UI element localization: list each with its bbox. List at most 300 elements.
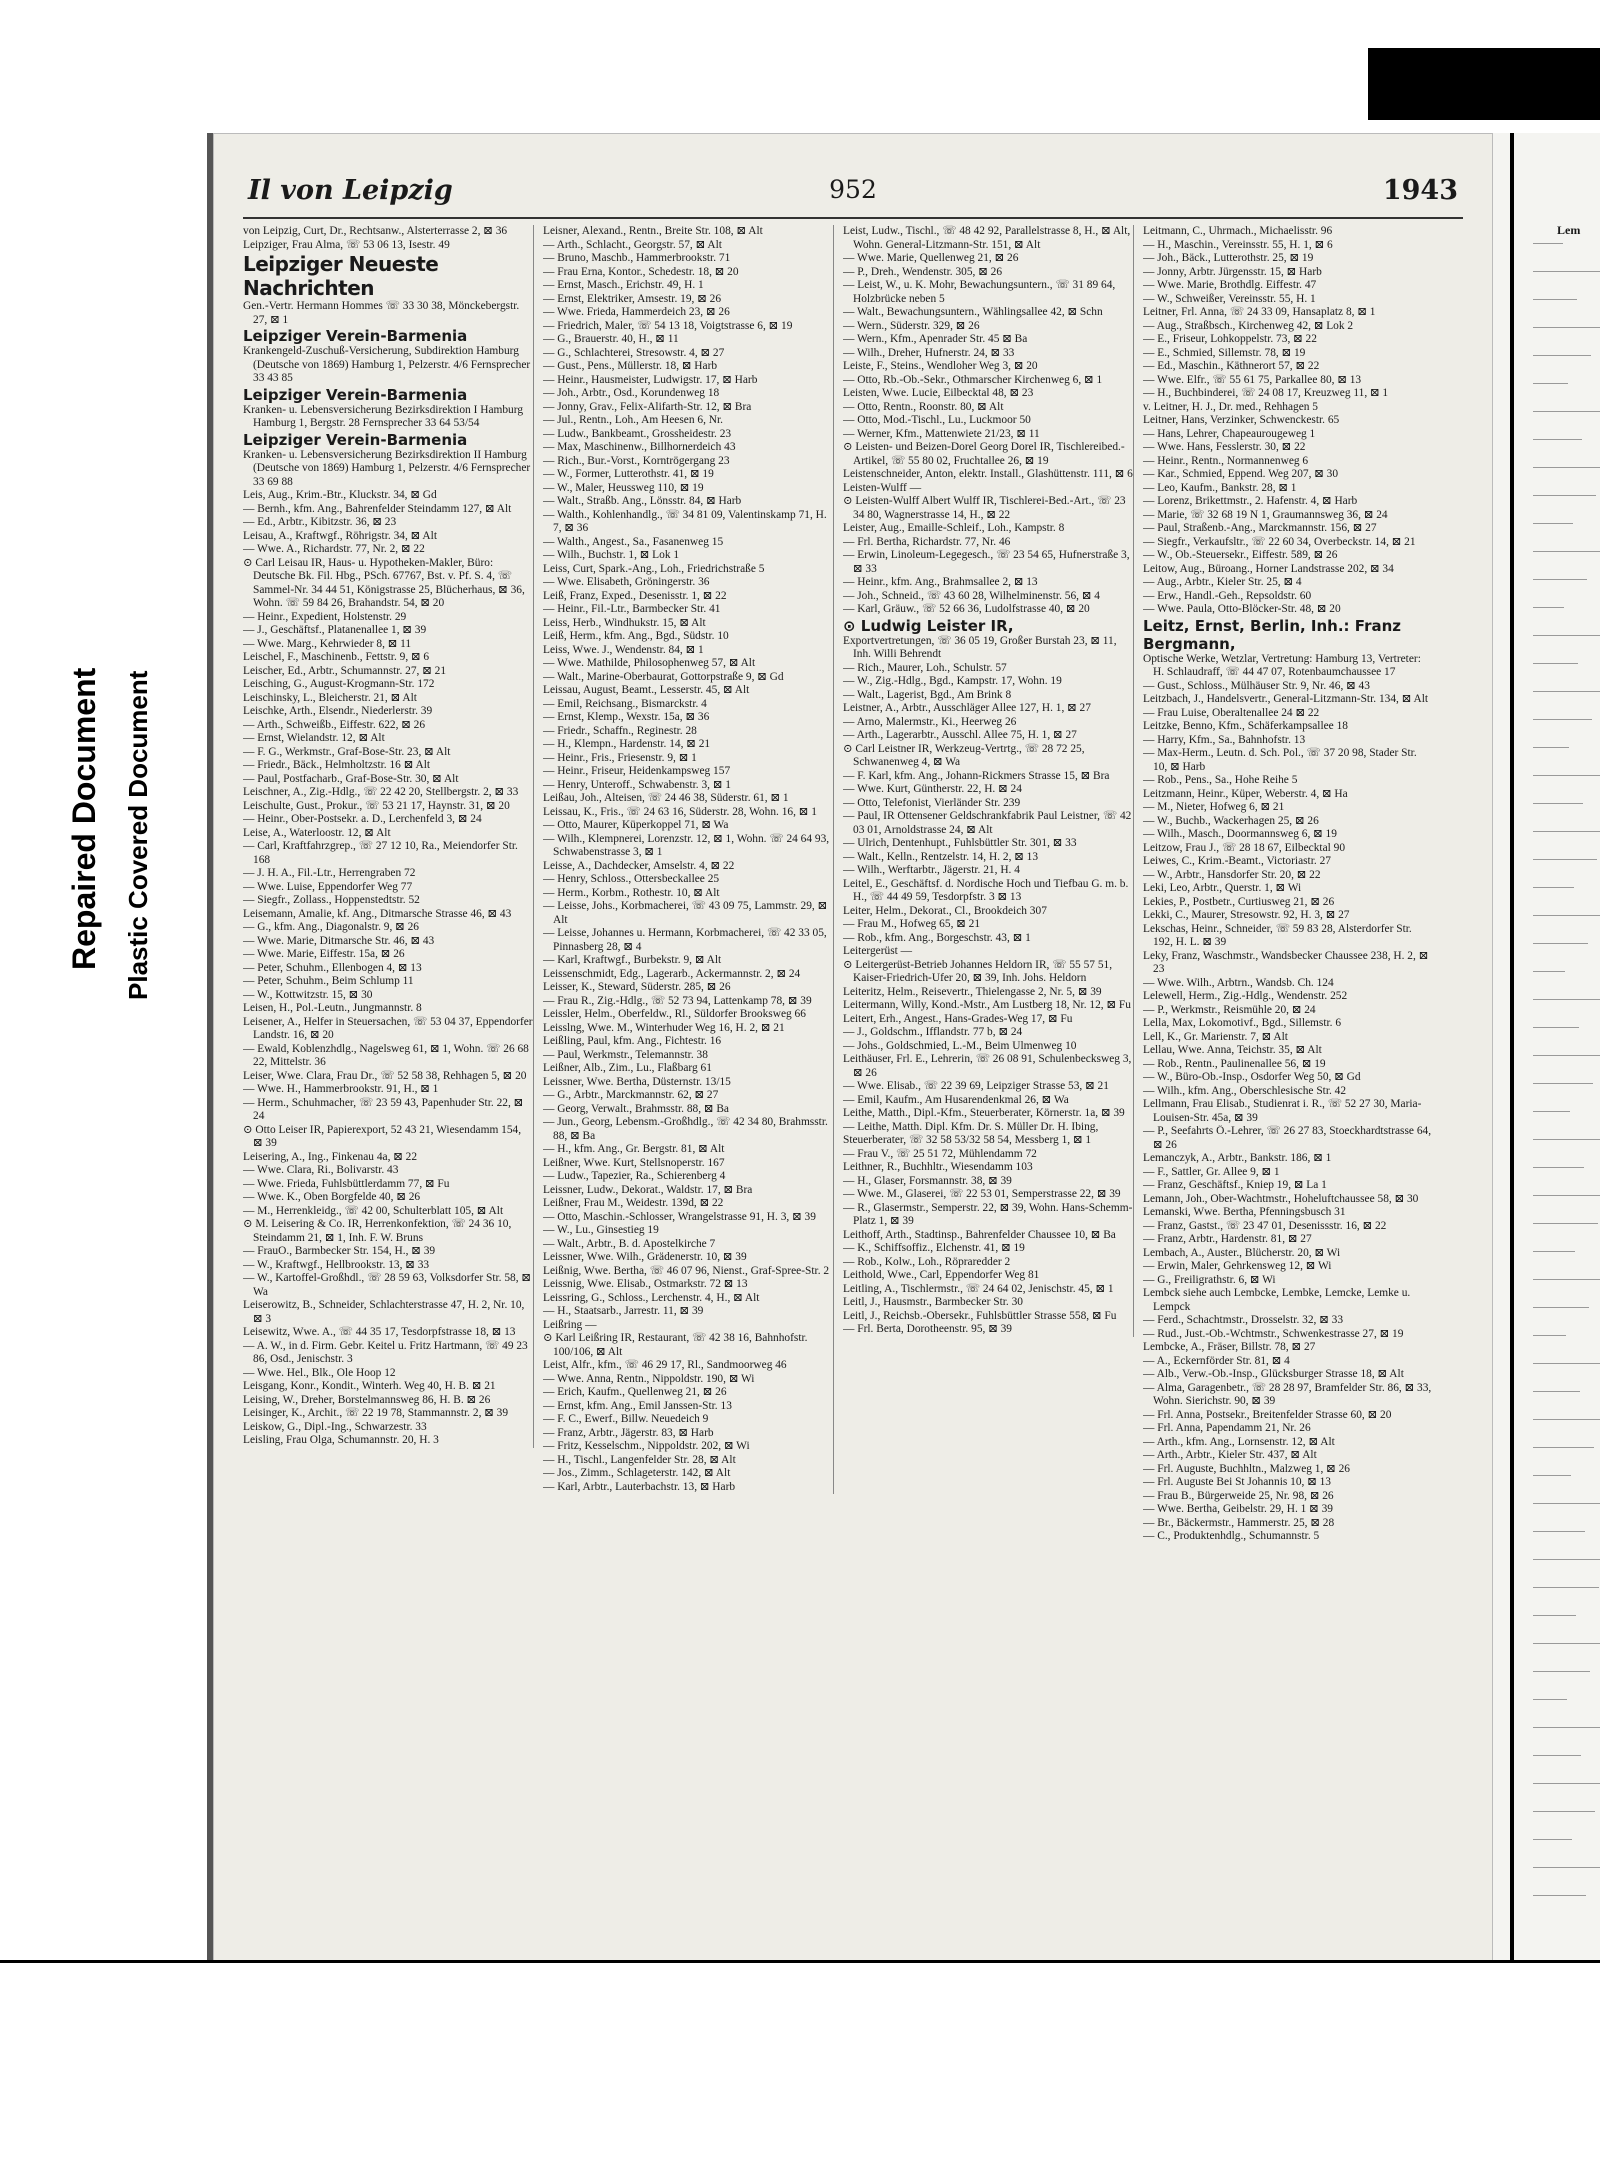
directory-entry: — Ernst, Klemp., Wexstr. 15a, ⊠ 36	[543, 711, 710, 723]
directory-entry: — Frl. Bertha, Richardstr. 77, Nr. 46	[843, 535, 1011, 548]
directory-entry: Leisinger, K., Archit., ☏ 22 19 78, Stammannstr. 2, ⊠ 39	[243, 1407, 509, 1419]
directory-entry: Leischulte, Gust., Prokur., ☏ 53 21 17, Haynstr. 31, ⊠ 20	[243, 799, 510, 812]
directory-entry: — J., Geschäftsf., Platanenallee 1, ⊠ 39	[243, 624, 427, 636]
adjacent-page-line	[1533, 1335, 1566, 1336]
directory-entry: — Alma, Garagenbetr., ☏ 28 28 97, Bramfelder Str. 86, ⊠ 33, Wohn. Sierichstr. 90, ⊠ 39	[1143, 1381, 1432, 1407]
directory-entry: — Herm., Korbm., Rothestr. 10, ⊠ Alt	[543, 886, 720, 899]
directory-entry: — Karl, Arbtr., Lauterbachstr. 13, ⊠ Harb	[543, 1480, 736, 1493]
column-3	[843, 225, 1134, 1337]
directory-entry: — Alb., Verw.-Ob.-Insp., Glücksburger Strasse 18, ⊠ Alt	[1143, 1368, 1404, 1380]
directory-entry: — M., Herrenkleidg., ☏ 42 00, Schulterblatt 105, ⊠ Alt	[243, 1204, 504, 1217]
scan-bottom-edge	[0, 1960, 1600, 1963]
directory-entry: Leiss, Curt, Spark.-Ang., Loh., Friedrichstraße 5	[543, 562, 765, 575]
directory-entry: Leipziger Verein-Barmenia	[243, 430, 468, 449]
directory-entry: — Frau M., Hofweg 65, ⊠ 21	[843, 918, 981, 930]
directory-entry: — Carl, Kraftfahrzgrep., ☏ 27 12 10, Ra., Meiendorfer Str. 168	[243, 840, 518, 866]
adjacent-page-line	[1533, 1503, 1600, 1504]
directory-entry: — Joh., Arbtr., Osd., Korundenweg 18	[543, 387, 720, 399]
directory-entry: — Arno, Malermstr., Ki., Heerweg 26	[843, 715, 1017, 728]
adjacent-page-line	[1533, 299, 1577, 300]
adjacent-page-line	[1533, 1167, 1584, 1168]
directory-entry: Leiteritz, Helm., Reisevertr., Thielengasse 2, Nr. 5, ⊠ 39	[843, 985, 1102, 998]
year-label: 1943	[1382, 175, 1458, 206]
directory-entry: Leitl, J., Hausmstr., Barmbecker Str. 30	[843, 1296, 1024, 1308]
directory-entry: — W., Former, Lutterothstr. 41, ⊠ 19	[543, 468, 714, 480]
directory-entry: — Ludw., Tapezier, Ra., Schierenberg 4	[543, 1170, 726, 1182]
directory-entry: — Rob., kfm. Ang., Borgeschstr. 43, ⊠ 1	[843, 931, 1031, 944]
directory-entry: — Paul, Straßenb.-Ang., Marckmannstr. 156, ⊠ 27	[1143, 522, 1377, 534]
directory-entry: Leipziger Neueste Nachrichten	[243, 252, 439, 300]
adjacent-page-line	[1533, 971, 1565, 972]
adjacent-page-line	[1533, 1671, 1590, 1672]
directory-entry: — Wern., Süderstr. 329, ⊠ 26	[843, 319, 980, 332]
adjacent-page-line	[1533, 243, 1563, 244]
directory-entry: Leitzke, Benno, Kfm., Schäferkampsallee 18	[1143, 720, 1348, 732]
directory-entry: — Walt., Bewachungsuntern., Wählingsallee 42, ⊠ Schn	[843, 306, 1103, 318]
directory-entry: — Paul, Werkmstr., Telemannstr. 38	[543, 1048, 708, 1061]
directory-entry: Leisener, A., Helfer in Steuersachen, ☏ 53 04 37, Eppendorfer Landstr. 16, ⊠ 20	[243, 1015, 533, 1041]
directory-entry: — W., Büro-Ob.-Insp., Osdorfer Weg 50, ⊠ Gd	[1143, 1071, 1361, 1083]
directory-entry: Leisau, A., Kraftwgf., Röhrigstr. 34, ⊠ Alt	[243, 529, 437, 542]
directory-entry: — Marie, ☏ 32 68 19 N 1, Graumannsweg 36, ⊠ 24	[1143, 508, 1388, 521]
directory-entry: — Frau V., ☏ 25 51 72, Mühlendamm 72	[843, 1147, 1037, 1160]
adjacent-page-line	[1533, 1307, 1589, 1308]
adjacent-page-line	[1533, 915, 1600, 916]
directory-entry: — Ed., Maschin., Käthnerort 57, ⊠ 22	[1143, 360, 1320, 372]
directory-entry: Lembck siehe auch Lembcke, Lembke, Lemcke, Lemke u. Lempck	[1143, 1287, 1411, 1313]
directory-entry: — J. H. A., Fil.-Ltr., Herrengraben 72	[243, 867, 416, 879]
adjacent-page-line	[1533, 579, 1587, 580]
directory-entry: Leipziger Verein-Barmenia	[243, 385, 468, 404]
directory-entry: — Ernst, kfm. Ang., Emil Janssen-Str. 13	[543, 1399, 732, 1412]
directory-entry: Leissenschmidt, Edg., Lagerarb., Ackermannstr. 2, ⊠ 24	[543, 967, 801, 980]
directory-entry: Leipziger Verein-Barmenia	[243, 327, 468, 345]
directory-entry: Leisering, A., Ing., Finkenau 4a, ⊠ 22	[243, 1150, 418, 1163]
directory-entry: — Rob., Rentn., Paulinenallee 56, ⊠ 19	[1143, 1057, 1326, 1070]
directory-entry: Lemanski, Wwe. Bertha, Pfenningsbusch 31	[1143, 1206, 1346, 1218]
directory-entry: — Walt., Arbtr., B. d. Apostelkirche 7	[543, 1237, 716, 1250]
directory-entry: — F. G., Werkmstr., Graf-Bose-Str. 23, ⊠ Alt	[243, 745, 451, 758]
adjacent-page-line	[1533, 439, 1582, 440]
directory-entry: — H., Staatsarb., Jarrestr. 11, ⊠ 39	[543, 1305, 704, 1317]
directory-entry: — Otto, Rb.-Ob.-Sekr., Othmarscher Kirchenweg 6, ⊠ 1	[843, 373, 1103, 386]
adjacent-page-line	[1533, 1727, 1600, 1728]
directory-entry: Leisten, Wwe. Lucie, Eilbecktal 48, ⊠ 23	[843, 387, 1034, 399]
directory-entry: ⊙ Ludwig Leister IR,	[843, 616, 1014, 635]
directory-entry: — Wilh., Dreher, Hufnerstr. 24, ⊠ 33	[843, 346, 1015, 359]
directory-entry: — Heinr., Fris., Friesenstr. 9, ⊠ 1	[543, 751, 697, 764]
adjacent-page-line	[1533, 411, 1600, 412]
directory-entry: Lellau, Wwe. Anna, Teichstr. 35, ⊠ Alt	[1143, 1044, 1322, 1056]
directory-entry: — Heinr., Rentn., Normannenweg 6	[1143, 454, 1309, 467]
directory-entry: — Wwe. Frieda, Fuhlsbüttlerdamm 77, ⊠ Fu	[243, 1177, 450, 1190]
directory-entry: v. Leitner, H. J., Dr. med., Rehhagen 5	[1143, 400, 1319, 413]
directory-entry: ⊙ Otto Leiser IR, Papierexport, 52 43 21, Wiesendamm 154, ⊠ 39	[243, 1123, 522, 1149]
directory-entry: ⊙ M. Leisering & Co. IR, Herrenkonfektion, ☏ 24 36 10, Steindamm 21, ⊠ 1, Inh. F. W. Bruns	[243, 1218, 512, 1244]
directory-entry: von Leipzig, Curt, Dr., Rechtsanw., Alsterterrasse 2, ⊠ 36	[243, 225, 508, 237]
directory-entry: — Otto, Mod.-Tischl., Lu., Luckmoor 50	[843, 414, 1031, 426]
directory-entry: — R., Glasermstr., Semperstr. 22, ⊠ 39, Wohn. Hans-Schemm-Platz 1, ⊠ 39	[843, 1201, 1133, 1227]
directory-entry: — Kar., Schmied, Eppend. Weg 207, ⊠ 30	[1143, 468, 1339, 480]
adjacent-page-line	[1533, 663, 1578, 664]
adjacent-page-line	[1533, 467, 1600, 468]
directory-entry: Leissring, G., Schloss., Lerchenstr. 4, H., ⊠ Alt	[543, 1291, 760, 1304]
adjacent-page-line	[1533, 803, 1583, 804]
directory-entry: — Frau Erna, Kontor., Schedestr. 18, ⊠ 20	[543, 265, 739, 278]
directory-entry: Leisser, K., Steward, Süderstr. 285, ⊠ 26	[543, 981, 731, 993]
adjacent-page-line	[1533, 1139, 1600, 1140]
directory-entry: — P., Dreh., Wendenstr. 305, ⊠ 26	[843, 265, 1003, 278]
directory-entry: Leisching, G., August-Krogmann-Str. 172	[243, 678, 435, 690]
adjacent-page-line	[1533, 607, 1564, 608]
directory-entry: — Wilh., Masch., Doormannsweg 6, ⊠ 19	[1143, 828, 1337, 840]
directory-entry: Leischinsky, L., Bleicherstr. 21, ⊠ Alt	[243, 691, 417, 704]
adjacent-page-line	[1533, 271, 1600, 272]
directory-entry: — C., Produktenhdlg., Schumannstr. 5	[1143, 1530, 1320, 1542]
adjacent-page-line	[1533, 1223, 1598, 1224]
directory-entry: Gen.-Vertr. Hermann Hommes ☏ 33 30 38, Mönckebergstr. 27, ⊠ 1	[243, 300, 520, 326]
directory-entry: — Frau B., Bürgerweide 25, Nr. 98, ⊠ 26	[1143, 1489, 1334, 1502]
directory-entry: — Franz, Geschäftsf., Kniep 19, ⊠ La 1	[1143, 1179, 1327, 1191]
directory-entry: Kranken- u. Lebensversicherung Bezirksdirektion II Hamburg (Deutsche von 1869) Hamburg 1, Pelzerstr. 4/6 Fernsprecher 33 69 88	[243, 448, 531, 488]
directory-entry: — Wwe. Elfr., ☏ 55 61 75, Parkallee 80, ⊠ 13	[1143, 373, 1362, 386]
directory-entry: Leissner, Wwe. Bertha, Düsternstr. 13/15	[543, 1075, 731, 1088]
directory-entry: — W., Maler, Heussweg 110, ⊠ 19	[543, 481, 704, 494]
directory-entry: — Ulrich, Dentenhupt., Fuhlsbüttler Str. 301, ⊠ 33	[843, 837, 1077, 849]
directory-entry: — Erwin, Linoleum-Legegesch., ☏ 23 54 65, Hufnerstraße 3, ⊠ 33	[843, 549, 1130, 575]
directory-entry: — Ed., Arbtr., Kibitzstr. 36, ⊠ 23	[243, 516, 397, 528]
adjacent-page-line	[1533, 943, 1588, 944]
directory-entry: Leitz, Ernst, Berlin, Inh.: Franz Bergmann,	[1143, 616, 1401, 653]
directory-page	[207, 133, 1493, 1963]
directory-entry: — Ernst, Elektriker, Amsestr. 19, ⊠ 26	[543, 292, 722, 305]
directory-entry: Leitl, J., Reichsb.-Obersekr., Fuhlsbüttler Strasse 558, ⊠ Fu	[843, 1309, 1117, 1322]
adjacent-page-line	[1533, 1895, 1586, 1896]
adjacent-page-line	[1533, 1251, 1575, 1252]
adjacent-page-line	[1533, 1839, 1572, 1840]
directory-entry: — Otto, Rentn., Roonstr. 80, ⊠ Alt	[843, 400, 1004, 413]
directory-entry: — Wwe. Marg., Kehrwieder 8, ⊠ 11	[243, 637, 412, 650]
directory-entry: Leithäuser, Frl. E., Lehrerin, ☏ 26 08 91, Schulenbecksweg 3, ⊠ 26	[843, 1053, 1132, 1079]
directory-entry: — Wwe. Frieda, Hammerdeich 23, ⊠ 26	[543, 306, 730, 318]
directory-entry: — J., Goldschm., Ifflandstr. 77 b, ⊠ 24	[843, 1026, 1023, 1038]
adjacent-page-line	[1533, 1615, 1576, 1616]
directory-entry: — Henry, Unteroff., Schwabenstr. 3, ⊠ 1	[543, 778, 731, 791]
directory-entry: — Rud., Just.-Ob.-Wchtmstr., Schwenkestrasse 27, ⊠ 19	[1143, 1327, 1404, 1340]
adjacent-page-line	[1533, 1363, 1600, 1364]
directory-entry: — Ernst, Masch., Erichstr. 49, H. 1	[543, 279, 704, 291]
directory-entry: — Bernh., kfm. Ang., Bahrenfelder Steindamm 127, ⊠ Alt	[243, 502, 512, 515]
directory-entry: — Wilh., kfm. Ang., Oberschlesische Str. 42	[1143, 1084, 1347, 1097]
directory-entry: — P., Seefahrts Ö.-Lehrer, ☏ 26 27 83, Stoeckhardtstrasse 64, ⊠ 26	[1143, 1125, 1432, 1151]
directory-entry: — Walth., Kohlenhandlg., ☏ 34 81 09, Valentinskamp 71, H. 7, ⊠ 36	[543, 508, 827, 534]
directory-entry: Leis, Aug., Krim.-Btr., Kluckstr. 34, ⊠ Gd	[243, 489, 437, 501]
column-4	[1143, 225, 1433, 1544]
directory-entry: — Erwin, Maler, Gehrkensweg 12, ⊠ Wi	[1143, 1260, 1332, 1272]
directory-entry: — Rich., Maurer, Loh., Schulstr. 57	[843, 661, 1007, 674]
directory-entry: — Wwe. A., Richardstr. 77, Nr. 2, ⊠ 22	[243, 543, 425, 555]
directory-entry: Leissner, Ludw., Dekorat., Waldstr. 17, ⊠ Bra	[543, 1183, 753, 1196]
directory-entry: — Wwe. Kurt, Güntherstr. 22, H. ⊠ 24	[843, 783, 1022, 795]
page-header	[243, 175, 1463, 209]
directory-entry: — Peter, Schuhm., Beim Schlump 11	[243, 975, 414, 987]
directory-entry: — Frl. Berta, Dorotheenstr. 95, ⊠ 39	[843, 1323, 1012, 1335]
adjacent-page-line	[1533, 1643, 1600, 1644]
directory-entry: — Lorenz, Brikettmstr., 2. Hafenstr. 4, ⊠ Harb	[1143, 495, 1358, 507]
directory-entry: — Frl. Auguste Bei St Johannis 10, ⊠ 13	[1143, 1476, 1332, 1488]
directory-entry: Leitmann, C., Uhrmach., Michaelisstr. 96	[1143, 225, 1333, 237]
directory-entry: Leitel, E., Geschäftsf. d. Nordische Hoch und Tiefbau G. m. b. H., ☏ 44 49 59, Tesdorpfstr. 3 ⊠ 13	[843, 877, 1129, 903]
directory-entry: — F. C., Ewerf., Billw. Neuedeich 9	[543, 1413, 709, 1425]
directory-entry: — H., Tischl., Langenfelder Str. 28, ⊠ Alt	[543, 1453, 736, 1466]
directory-entry: — Frau R., Zig.-Hdlg., ☏ 52 73 94, Lattenkamp 78, ⊠ 39	[543, 994, 812, 1007]
directory-entry: — H., Maschin., Vereinsstr. 55, H. 1, ⊠ 6	[1143, 238, 1333, 251]
directory-entry: — Walt., Marine-Oberbaurat, Gottorpstraße 9, ⊠ Gd	[543, 670, 784, 683]
directory-entry: Leischner, A., Zig.-Hdlg., ☏ 22 42 20, Stellbergstr. 2, ⊠ 33	[243, 786, 519, 798]
directory-entry: Lekies, P., Postbetr., Curtiusweg 21, ⊠ 26	[1143, 895, 1335, 908]
directory-entry: — Joh., Bäck., Lutterothstr. 25, ⊠ 19	[1143, 252, 1314, 264]
directory-entry: Optische Werke, Wetzlar, Vertretung: Hamburg 13, Vertreter: H. Schlaudraff, ☏ 44 47 07, Rotenbaumchaussee 17	[1143, 652, 1421, 678]
directory-entry: — W., Ob.-Steuersekr., Eiffestr. 589, ⊠ 26	[1143, 549, 1338, 561]
directory-entry: — Wwe. Marie, Brothdlg. Eiffestr. 47	[1143, 279, 1317, 291]
directory-entry: — Heinr., Fil.-Ltr., Barmbecker Str. 41	[543, 603, 721, 615]
directory-entry: — G., kfm. Ang., Diagonalstr. 9, ⊠ 26	[243, 921, 419, 933]
directory-entry: — Paul, IR Ottensener Geldschrankfabrik Paul Leistner, ☏ 42 03 01, Arnoldstrasse 24, ⊠ Alt	[843, 810, 1132, 836]
directory-entry: — Siegfr., Verkaufsltr., ☏ 22 60 34, Overbeckstr. 14, ⊠ 21	[1143, 535, 1416, 548]
directory-entry: — Rob., Pens., Sa., Hohe Reihe 5	[1143, 774, 1298, 786]
directory-entry: Leißner, Wwe. Kurt, Stellsnoperstr. 167	[543, 1156, 725, 1169]
directory-entry: — Wwe. Luise, Eppendorfer Weg 77	[243, 880, 413, 893]
directory-entry: — W., Kartoffel-Großhdl., ☏ 28 59 63, Volksdorfer Str. 58, ⊠ Wa	[243, 1272, 531, 1298]
directory-entry: — E., Schmied, Sillemstr. 78, ⊠ 19	[1143, 346, 1306, 359]
directory-entry: Leissau, K., Fris., ☏ 24 63 16, Süderstr. 28, Wohn. 16, ⊠ 1	[543, 805, 817, 818]
adjacent-page-line	[1533, 859, 1597, 860]
directory-entry: — Wwe. Paula, Otto-Blöcker-Str. 48, ⊠ 20	[1143, 603, 1341, 615]
directory-entry: — W., Kottwitzstr. 15, ⊠ 30	[243, 988, 373, 1001]
directory-entry: Leithoff, Arth., Stadtinsp., Bahrenfelder Chaussee 10, ⊠ Ba	[843, 1228, 1116, 1241]
directory-entry: — Walt., Kelln., Rentzelstr. 14, H. 2, ⊠ 13	[843, 850, 1039, 863]
directory-entry: Leißner, Alb., Zim., Lu., Flaßbarg 61	[543, 1062, 712, 1074]
directory-entry: — G., Freiligrathstr. 6, ⊠ Wi	[1143, 1273, 1276, 1286]
directory-entry: ⊙ Carl Leistner IR, Werkzeug-Vertrtg., ☏ 28 72 25, Schwanenweg 4, ⊠ Wa	[843, 742, 1085, 768]
directory-entry: — Walt., Straßb. Ang., Lönsstr. 84, ⊠ Harb	[543, 495, 742, 507]
directory-entry: — Jonny, Arbtr. Jürgensstr. 15, ⊠ Harb	[1143, 265, 1322, 278]
directory-entry: — Otto, Maschin.-Schlosser, Wrangelstrasse 91, H. 3, ⊠ 39	[543, 1210, 816, 1223]
directory-entry: — Wwe. Wilh., Arbtrn., Wandsb. Ch. 124	[1143, 976, 1334, 989]
left-margin-bar	[0, 0, 48, 1960]
directory-entry: — Friedr., Bäck., Helmholtzstr. 16 ⊠ Alt	[243, 759, 431, 771]
directory-entry: — W., Zig.-Hdlg., Bgd., Kampstr. 17, Wohn. 19	[843, 675, 1062, 687]
directory-entry: — Jonny, Grav., Felix-Alifarth-Str. 12, ⊠ Bra	[543, 400, 752, 413]
adjacent-page-line	[1533, 1279, 1600, 1280]
adjacent-page-line	[1533, 775, 1600, 776]
directory-entry: Leithe, Matth., Dipl.-Kfm., Steuerberater, Körnerstr. 1a, ⊠ 39	[843, 1107, 1125, 1119]
directory-entry: Lembach, A., Auster., Blücherstr. 20, ⊠ Wi	[1143, 1246, 1341, 1259]
directory-entry: Leitzmann, Heinr., Küper, Weberstr. 4, ⊠ Ha	[1143, 787, 1348, 800]
directory-entry: Leissler, Helm., Oberfeldw., Rl., Süldorfer Brooksweg 66	[543, 1008, 806, 1020]
directory-entry: — Rich., Bur.-Vorst., Korntrögergang 23	[543, 454, 730, 467]
directory-entry: Leißau, Joh., Alteisen, ☏ 24 46 38, Süderstr. 61, ⊠ 1	[543, 792, 789, 804]
directory-entry: — Hans, Lehrer, Chapeaurougeweg 1	[1143, 427, 1316, 440]
directory-entry: — Wwe. Bertha, Geibelstr. 29, H. 1 ⊠ 39	[1143, 1503, 1333, 1515]
directory-entry: — Harry, Kfm., Sa., Bahnhofstr. 13	[1143, 733, 1306, 746]
directory-entry: Leiss, Herb., Windhukstr. 15, ⊠ Alt	[543, 616, 706, 629]
directory-entry: — Emil, Reichsang., Bismarckstr. 4	[543, 697, 707, 710]
directory-entry: — W., Lu., Ginsestieg 19	[543, 1224, 659, 1236]
adjacent-page-line	[1533, 327, 1600, 328]
directory-entry: — Arth., Schlacht., Georgstr. 57, ⊠ Alt	[543, 238, 722, 251]
directory-entry: — Wwe. M., Glaserei, ☏ 22 53 01, Semperstrasse 22, ⊠ 39	[843, 1188, 1121, 1200]
directory-entry: Leitert, Erh., Angest., Hans-Grades-Weg 17, ⊠ Fu	[843, 1012, 1073, 1025]
directory-entry: Leisgang, Konr., Kondit., Winterh. Weg 40, H. B. ⊠ 21	[243, 1380, 496, 1392]
directory-entry: — Wern., Kfm., Apenrader Str. 45 ⊠ Ba	[843, 333, 1028, 345]
directory-entry: Leising, W., Dreher, Borstelmannsweg 86, H. B. ⊠ 26	[243, 1393, 491, 1406]
directory-entry: Leischer, Ed., Arbtr., Schumannstr. 27, ⊠ 21	[243, 664, 447, 677]
header-rule	[243, 217, 1463, 219]
adjacent-page-fragment: Lem	[1557, 223, 1581, 237]
adjacent-page-line	[1533, 495, 1596, 496]
directory-entry: — W., Kraftwgf., Hellbrookstr. 13, ⊠ 33	[243, 1258, 430, 1271]
directory-entry: Leistenschneider, Anton, elektr. Install., Glashüttenstr. 111, ⊠ 6	[843, 468, 1133, 480]
directory-entry: — Arth., Lagerarbtr., Ausschl. Allee 75, H. 1, ⊠ 27	[843, 729, 1077, 741]
directory-entry: Leisling, Frau Olga, Schumannstr. 20, H. 3	[243, 1434, 439, 1446]
directory-entry: Leise, A., Waterloostr. 12, ⊠ Alt	[243, 826, 391, 839]
directory-entry: Leißner, Frau M., Weidestr. 139d, ⊠ 22	[543, 1197, 724, 1209]
directory-entry: — G., Schlachterei, Stresowstr. 4, ⊠ 27	[543, 346, 725, 359]
directory-entry: Leischke, Arth., Elsendr., Niederlerstr. 39	[243, 705, 433, 717]
directory-entry: — FrauO., Barmbecker Str. 154, H., ⊠ 39	[243, 1245, 436, 1257]
directory-entry: — Joh., Schneid., ☏ 43 60 28, Wilhelminenstr. 56, ⊠ 4	[843, 589, 1100, 602]
directory-entry: — Georg, Verwalt., Brahmsstr. 88, ⊠ Ba	[543, 1102, 729, 1115]
directory-entry: — Frl. Auguste, Buchhltn., Malzweg 1, ⊠ 26	[1143, 1462, 1350, 1475]
directory-entry: Leischel, F., Maschinenb., Fettstr. 9, ⊠ 6	[243, 651, 430, 663]
directory-entry: Leissau, August, Beamt., Lesserstr. 45, ⊠ Alt	[543, 684, 750, 696]
directory-entry: Leitzow, Frau J., ☏ 28 18 67, Eilbecktal 90	[1143, 841, 1346, 854]
adjacent-page-line	[1533, 1083, 1593, 1084]
directory-entry: — Bruno, Maschb., Hammerbrookstr. 71	[543, 252, 731, 264]
directory-entry: ⊙ Leisten-Wulff Albert Wulff IR, Tischlerei-Bed.-Art., ☏ 23 34 80, Wagnerstrasse 14, H., ⊠ 22	[843, 495, 1126, 521]
directory-entry: — K., Schiffsoffiz., Elchenstr. 41, ⊠ 19	[843, 1242, 1025, 1254]
directory-entry: Leisslng, Wwe. M., Winterhuder Weg 16, H. 2, ⊠ 21	[543, 1021, 785, 1034]
directory-entry: — Walt., Lagerist, Bgd., Am Brink 8	[843, 688, 1012, 701]
adjacent-page-line	[1533, 1027, 1579, 1028]
directory-entry: — W., Schweißer, Vereinsstr. 55, H. 1	[1143, 292, 1316, 305]
directory-entry: — Werner, Kfm., Mattenwiete 21/23, ⊠ 11	[843, 427, 1040, 440]
directory-entry: — Wilh., Klempnerei, Lorenzstr. 12, ⊠ 1, Wohn. ☏ 24 64 93, Schwabenstrasse 3, ⊠ 1	[543, 832, 830, 858]
directory-entry: ⊙ Carl Leisau IR, Haus- u. Hypotheken-Makler, Büro: Deutsche Bk. Fil. Hbg., PSch. 67767, Bst. v. Pf. S. 4, ☏ Sammel-Nr. 34 44 51, Königstrasse 25, Blücherhaus, ⊠ 36, Wohn. ☏ 59 84 26, Brahandstr. 54, ⊠ 20	[243, 556, 525, 609]
directory-entry: — Leisse, Johs., Korbmacherei, ☏ 43 09 75, Lammstr. 29, ⊠ Alt	[543, 900, 828, 926]
directory-entry: — Wwe. Marie, Ditmarsche Str. 46, ⊠ 43	[243, 934, 435, 947]
directory-entry: Leistner, A., Arbtr., Ausschläger Allee 127, H. 1, ⊠ 27	[843, 702, 1091, 714]
directory-entry: — Arth., kfm. Ang., Lornsenstr. 12, ⊠ Alt	[1143, 1435, 1335, 1448]
directory-entry: — Paul, Postfacharb., Graf-Bose-Str. 30, ⊠ Alt	[243, 772, 459, 785]
adjacent-page-line	[1533, 1587, 1599, 1588]
adjacent-page-line	[1533, 1531, 1585, 1532]
directory-entry: — Wwe. H., Hammerbrookstr. 91, H., ⊠ 1	[243, 1083, 439, 1095]
directory-entry: Leithold, Wwe., Carl, Eppendorfer Weg 81	[843, 1269, 1040, 1281]
directory-entry: — Leist, W., u. K. Mohr, Bewachungsuntern., ☏ 31 89 64, Holzbrücke neben 5	[843, 279, 1116, 305]
directory-entry: — Heinr., kfm. Ang., Brahmsallee 2, ⊠ 13	[843, 576, 1038, 588]
directory-entry: Steuerberater, ☏ 32 58 53/32 58 54, Messberg 1, ⊠ 1	[843, 1134, 1092, 1146]
adjacent-page-line	[1533, 1783, 1600, 1784]
directory-entry: Leiß, Herm., kfm. Ang., Bgd., Südstr. 10	[543, 630, 729, 642]
directory-entry: — Jun., Georg, Lebensm.-Großhdlg., ☏ 42 34 80, Brahmsstr. 88, ⊠ Ba	[543, 1116, 828, 1142]
directory-entry: Lell, K., Gr. Marienstr. 7, ⊠ Alt	[1143, 1030, 1288, 1043]
directory-entry: Lembcke, A., Fräser, Billstr. 78, ⊠ 27	[1143, 1341, 1316, 1353]
directory-entry: — E., Friseur, Lohkoppelstr. 73, ⊠ 22	[1143, 333, 1317, 345]
directory-entry: — Frl. Anna, Papendamm 21, Nr. 26	[1143, 1422, 1311, 1434]
adjacent-page-line	[1533, 1195, 1600, 1196]
directory-entry: Lelewell, Herm., Zig.-Hdlg., Wendenstr. 252	[1143, 990, 1348, 1002]
repaired-document-label: Repaired Document	[66, 667, 102, 970]
directory-entry: — Heinr., Ober-Postsekr. a. D., Lerchenfeld 3, ⊠ 24	[243, 813, 482, 825]
directory-entry: — Otto, Maurer, Küperkoppel 71, ⊠ Wa	[543, 819, 729, 831]
directory-entry: Leiste, F., Steins., Wendloher Weg 3, ⊠ 20	[843, 360, 1038, 372]
directory-entry: — H., Glaser, Forsmannstr. 38, ⊠ 39	[843, 1174, 1012, 1187]
directory-entry: Leiß, Franz, Exped., Desenisstr. 1, ⊠ 22	[543, 589, 727, 602]
directory-entry: Leißnig, Wwe. Bertha, ☏ 46 07 96, Nienst., Graf-Spree-Str. 2	[543, 1264, 830, 1277]
adjacent-page-line	[1533, 1755, 1581, 1756]
directory-entry: — P., Werkmstr., Reismühle 20, ⊠ 24	[1143, 1003, 1316, 1016]
directory-entry: — Aug., Arbtr., Kieler Str. 25, ⊠ 4	[1143, 576, 1302, 588]
directory-entry: — Wwe. Hel., Blk., Ole Hoop 12	[243, 1366, 396, 1379]
directory-entry: Lekki, C., Maurer, Stresowstr. 92, H. 3, ⊠ 27	[1143, 909, 1350, 921]
directory-entry: — Karl, Kraftwgf., Burbekstr. 9, ⊠ Alt	[543, 954, 722, 966]
directory-entry: Leitner, Hans, Verzinker, Schwenckestr. 65	[1143, 414, 1340, 426]
adjacent-page-line	[1533, 887, 1574, 888]
directory-entry: Leitergerüst —	[843, 945, 913, 957]
adjacent-page-line	[1533, 523, 1573, 524]
directory-entry: — Frl. Anna, Postsekr., Breitenfelder Strasse 60, ⊠ 20	[1143, 1408, 1392, 1421]
directory-entry: — Heinr., Friseur, Heidenkampsweg 157	[543, 765, 731, 777]
directory-entry: — Herm., Schuhmacher, ☏ 23 59 43, Papenhuder Str. 22, ⊠ 24	[243, 1096, 524, 1122]
directory-entry: — M., Nieter, Hofweg 6, ⊠ 21	[1143, 801, 1285, 813]
plastic-covered-label: Plastic Covered Document	[123, 670, 153, 1000]
directory-entry: — Henry, Schloss., Ottersbeckallee 25	[543, 873, 720, 885]
directory-entry: Leiskow, G., Dipl.-Ing., Schwarzestr. 33	[243, 1420, 427, 1433]
directory-entry: Leisner, Alexand., Rentn., Breite Str. 108, ⊠ Alt	[543, 225, 763, 237]
directory-entry: — Gust., Pens., Müllerstr. 18, ⊠ Harb	[543, 360, 718, 372]
directory-entry: Leist, Alfr., kfm., ☏ 46 29 17, Rl., Sandmoorweg 46	[543, 1359, 787, 1371]
adjacent-page-line	[1533, 1867, 1600, 1868]
directory-entry: — Otto, Telefonist, Vierländer Str. 239	[843, 796, 1021, 809]
directory-entry: — Jos., Zimm., Schlageterstr. 142, ⊠ Alt	[543, 1467, 731, 1479]
directory-entry: Lekschas, Heinr., Schneider, ☏ 59 83 28, Alsterdorfer Str. 192, H. L. ⊠ 39	[1143, 922, 1412, 948]
directory-entry: — Friedr., Schaffn., Reginestr. 28	[543, 724, 697, 737]
directory-entry: — A. W., in d. Firm. Gebr. Keitel u. Fritz Hartmann, ☏ 49 23 86, Osd., Jenischstr. 3	[243, 1339, 528, 1365]
directory-entry: Lemanczyk, A., Arbtr., Bankstr. 186, ⊠ 1	[1143, 1152, 1332, 1164]
directory-entry: — Leo, Kaufm., Bankstr. 28, ⊠ 1	[1143, 481, 1297, 494]
directory-entry: — Ewald, Koblenzhdlg., Nagelsweg 61, ⊠ 1, Wohn. ☏ 26 68 22, Mittelstr. 36	[243, 1042, 529, 1068]
directory-entry: Leist, Ludw., Tischl., ☏ 48 42 92, Parallelstrasse 8, H., ⊠ Alt, Wohn. General-Litzmann-Str. 151, ⊠ Alt	[843, 225, 1131, 251]
directory-entry: — Karl, Gräuw., ☏ 52 66 36, Ludolfstrasse 40, ⊠ 20	[843, 603, 1090, 615]
directory-entry: Leitermann, Willy, Kond.-Mstr., Am Lustberg 18, Nr. 12, ⊠ Fu	[843, 999, 1131, 1011]
adjacent-page-line	[1533, 1475, 1571, 1476]
directory-entry: Krankengeld-Zuschuß-Versicherung, Subdirektion Hamburg (Deutsche von 1869) Hamburg 1, Pelzerstr. 4/6 Fernsprecher 33 43 85	[243, 345, 531, 384]
directory-entry: Leisewitz, Wwe. A., ☏ 44 35 17, Tesdorpfstrasse 18, ⊠ 13	[243, 1326, 516, 1338]
directory-entry: — Friedrich, Maler, ☏ 54 13 18, Voigtstrasse 6, ⊠ 19	[543, 319, 793, 332]
directory-entry: Leitzbach, J., Handelsvertr., General-Litzmann-Str. 134, ⊠ Alt	[1143, 693, 1429, 705]
directory-entry: — Heinr., Hausmeister, Ludwigstr. 17, ⊠ Harb	[543, 373, 758, 386]
directory-entry: — Fritz, Kesselschm., Nippoldstr. 202, ⊠ Wi	[543, 1440, 750, 1452]
directory-entry: — H., Buchbinderei, ☏ 24 08 17, Kreuzweg 11, ⊠ 1	[1143, 387, 1389, 399]
directory-entry: — Arth., Schweißb., Eiffestr. 622, ⊠ 26	[243, 718, 426, 731]
directory-entry: Leithner, R., Buchhltr., Wiesendamm 103	[843, 1161, 1033, 1173]
directory-entry: — Wilh., Werftarbtr., Jägerstr. 21, H. 4	[843, 864, 1020, 876]
directory-entry: — Wwe. Marie, Quellenweg 21, ⊠ 26	[843, 252, 1019, 264]
top-right-black-corner	[1368, 48, 1600, 120]
directory-entry: — Max-Herm., Leutn. d. Sch. Pol., ☏ 37 20 98, Stader Str. 10, ⊠ Harb	[1143, 747, 1417, 773]
